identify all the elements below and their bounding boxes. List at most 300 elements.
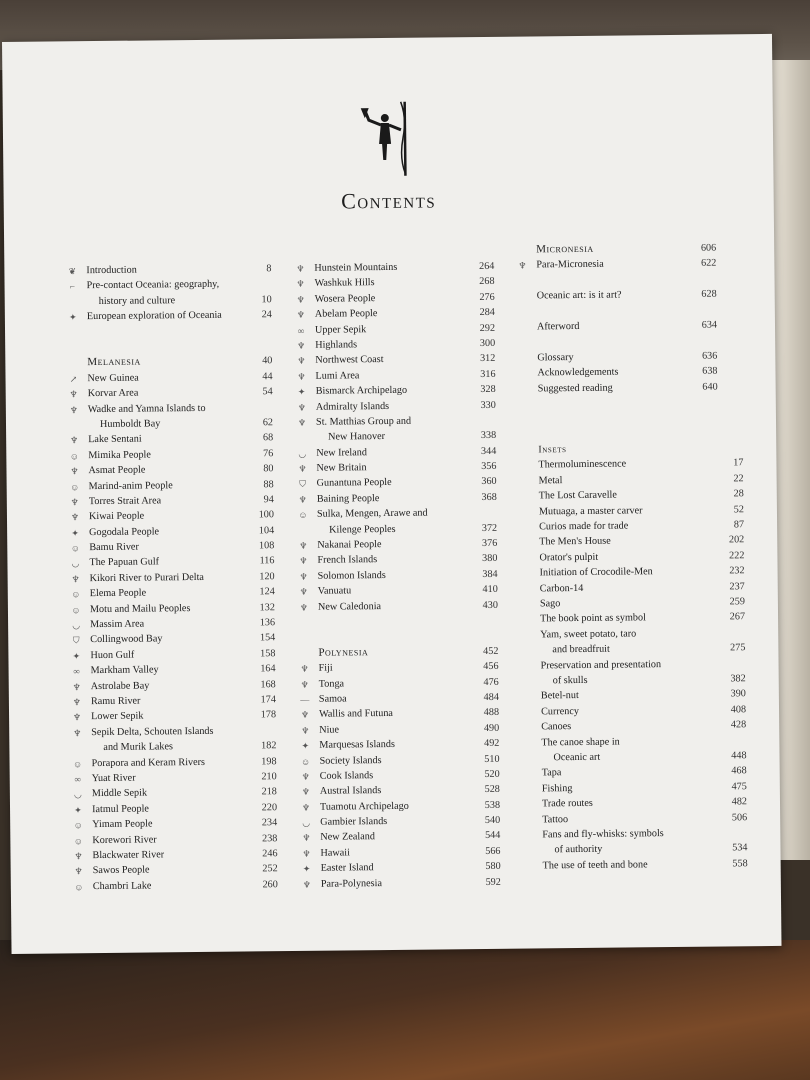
mask-icon: ☺ <box>298 510 308 521</box>
entry-label: Wadke and Yamna Islands to <box>87 402 206 415</box>
entry-page-number: 580 <box>485 861 501 873</box>
entry-page-number: 234 <box>261 817 278 829</box>
entry-label: Mutuaga, a master carver <box>538 504 643 518</box>
contents-entry <box>543 856 753 874</box>
figure-icon: ♆ <box>301 771 310 782</box>
entry-label: Northwest Coast <box>315 354 384 367</box>
mask-icon: ☺ <box>69 481 80 492</box>
contents-entry <box>538 379 748 397</box>
entry-label: Micronesia <box>536 242 594 256</box>
entry-label: Wallis and Futuna <box>319 708 394 721</box>
entry-label: Gunantuna People <box>316 477 392 490</box>
entry-label: Astrolabe Bay <box>90 680 150 692</box>
mask-icon: ☺ <box>69 450 79 462</box>
entry-page-number: 356 <box>481 460 497 473</box>
figure-icon: ♆ <box>518 260 527 271</box>
entry-page-number: 506 <box>731 811 748 823</box>
figure-icon: ♆ <box>296 310 305 321</box>
entry-label: Yuat River <box>91 772 136 785</box>
entry-page-number: 154 <box>259 632 276 644</box>
entry-page-number: 220 <box>261 801 278 814</box>
background-table <box>0 940 810 1080</box>
canoe-icon: ◡ <box>73 789 82 800</box>
figure-icon: ♆ <box>298 494 307 505</box>
entry-page-number: 534 <box>732 842 748 854</box>
entry-label: Cook Islands <box>319 770 374 782</box>
entry-page-number: 80 <box>263 463 274 475</box>
contents-entry <box>69 307 277 324</box>
entry-page-number: 276 <box>479 291 495 303</box>
contents-column-2 <box>296 259 511 892</box>
entry-page-number: 24 <box>261 309 272 321</box>
entry-label-continued: and Murik Lakes <box>103 741 174 754</box>
entry-label: Kiwai People <box>88 510 145 523</box>
entry-label: Porapora and Keram Rivers <box>91 756 206 769</box>
entry-page-number: 164 <box>260 663 276 675</box>
figure-icon: ♆ <box>297 340 306 351</box>
figure-icon: ♆ <box>300 664 309 675</box>
entry-label: The Lost Caravelle <box>538 489 617 502</box>
entry-page-number: 510 <box>484 753 500 765</box>
entry-label: Marquesas Islands <box>319 739 395 751</box>
entry-label-continued: and breadfruit <box>552 643 610 656</box>
entry-label: Highlands <box>315 339 358 351</box>
entry-label: Bamu River <box>89 541 139 554</box>
figure-icon: ♆ <box>297 371 306 382</box>
entry-label: Tattoo <box>542 813 569 825</box>
entry-page-number: 267 <box>729 611 746 623</box>
entry-page-number: 528 <box>484 784 500 796</box>
entry-label: Betel-nut <box>540 690 579 702</box>
entry-page-number: 475 <box>731 780 747 793</box>
entry-page-number: 490 <box>483 722 500 734</box>
entry-page-number: 260 <box>262 878 278 890</box>
entry-page-number: 292 <box>479 322 496 334</box>
bird-icon: ✦ <box>302 864 311 875</box>
entry-page-number: 592 <box>485 876 501 888</box>
entry-page-number: 488 <box>483 707 500 719</box>
bird-icon: ✦ <box>71 527 79 538</box>
figure-icon: ♆ <box>69 404 78 415</box>
entry-label: Tapa <box>541 767 562 779</box>
entry-label: Blackwater River <box>92 849 165 861</box>
entry-page-number: 100 <box>258 509 275 521</box>
entry-label: Para-Polynesia <box>320 877 383 890</box>
entry-page-number: 246 <box>262 848 278 860</box>
entry-label: New Guinea <box>87 372 139 384</box>
entry-page-number: 328 <box>480 383 496 396</box>
entry-page-number: 428 <box>730 719 747 731</box>
entry-label: Metal <box>538 475 563 487</box>
entry-label: Gogodala People <box>89 526 160 538</box>
mask-icon: ☺ <box>73 835 84 846</box>
entry-page-number: 628 <box>701 288 717 300</box>
entry-label: Lower Sepik <box>91 710 144 723</box>
contents-entry <box>540 656 750 689</box>
contents-entry <box>541 733 751 766</box>
entry-page-number: 62 <box>262 417 274 429</box>
entry-label-continued: history and culture <box>98 294 176 307</box>
entry-page-number: 17 <box>733 457 744 469</box>
entry-page-number: 408 <box>730 703 747 716</box>
figure-icon: ♆ <box>296 263 305 274</box>
entry-label: Torres Strait Area <box>88 495 162 508</box>
entry-label: Lake Sentani <box>88 433 142 446</box>
entry-label: Oceanic art: is it art? <box>536 289 622 302</box>
contents-column-1 <box>68 261 283 894</box>
entry-page-number: 634 <box>701 319 718 331</box>
figure-icon: ♆ <box>72 712 82 723</box>
entry-page-number: 640 <box>702 381 718 393</box>
entry-label: Para-Micronesia <box>536 259 604 271</box>
figure-icon: ♆ <box>72 681 81 692</box>
figure-icon: ♆ <box>74 851 83 862</box>
contents-entry <box>299 597 508 614</box>
entry-page-number: 372 <box>481 522 498 534</box>
entry-page-number: 87 <box>733 519 745 531</box>
figure-icon: ♆ <box>297 417 307 428</box>
bird-icon: ✦ <box>297 386 306 398</box>
entry-label: Afterword <box>536 320 580 333</box>
entry-page-number: 232 <box>729 565 745 577</box>
entry-label: New Britain <box>316 462 367 474</box>
warrior-figure-icon <box>355 98 416 179</box>
entry-page-number: 638 <box>702 365 718 377</box>
figure-icon: ♆ <box>299 571 308 582</box>
entry-page-number: 360 <box>481 476 497 488</box>
entry-label-continued: Kilenge Peoples <box>329 523 396 536</box>
figure-icon: ♆ <box>302 879 311 890</box>
entry-page-number: 168 <box>260 678 276 690</box>
entry-page-number: 456 <box>483 661 499 673</box>
entry-label-continued: Oceanic art <box>553 751 601 764</box>
entry-page-number: 237 <box>729 580 745 593</box>
entry-label: Korvar Area <box>87 387 139 400</box>
entry-label: Thermoluminescence <box>538 458 627 471</box>
entry-page-number: 158 <box>260 647 276 660</box>
contents-entry <box>298 505 507 538</box>
entry-page-number: 344 <box>480 445 497 457</box>
figure-icon: ♆ <box>299 602 309 613</box>
shield-icon: ⛉ <box>72 635 80 646</box>
entry-label: Huon Gulf <box>90 649 135 661</box>
entry-page-number: 558 <box>732 857 748 870</box>
insets-heading-label: Insets <box>538 444 567 456</box>
entry-label: The Papuan Gulf <box>89 556 160 569</box>
entry-label-continued: Humboldt Bay <box>99 418 161 430</box>
entry-page-number: 218 <box>261 786 277 798</box>
entry-label: Nakanai People <box>317 539 382 551</box>
bird-icon: ✦ <box>301 740 310 752</box>
figure-icon: ♆ <box>302 833 311 844</box>
figure-icon: ♆ <box>301 802 311 813</box>
contents-entry <box>302 874 511 891</box>
figure-icon: ♆ <box>301 725 310 736</box>
entry-label: Tonga <box>318 678 345 690</box>
contents-entry <box>69 277 276 310</box>
entry-page-number: 390 <box>730 688 746 700</box>
entry-label: Yimam People <box>92 818 153 831</box>
page-title: Contents <box>341 187 437 214</box>
entry-label: Austral Islands <box>319 785 382 798</box>
entry-label: Canoes <box>541 721 572 733</box>
entry-page-number: 108 <box>258 540 275 552</box>
entry-label: Hawaii <box>320 847 350 859</box>
mask-icon: ☺ <box>71 589 81 600</box>
entry-label-continued: of skulls <box>552 674 588 687</box>
entry-label: The use of teeth and bone <box>542 858 648 872</box>
contents-page <box>2 34 782 954</box>
entry-label: Ramu River <box>90 695 141 708</box>
entry-page-number: 40 <box>262 355 273 367</box>
entry-label: Marind-anim People <box>88 479 173 492</box>
figure-icon: ♆ <box>70 512 80 523</box>
entry-page-number: 482 <box>731 796 748 808</box>
entry-page-number: 10 <box>261 293 272 306</box>
entry-page-number: 182 <box>261 740 277 752</box>
entry-label: Mimika People <box>88 449 151 461</box>
entry-label: The Men's House <box>539 536 611 548</box>
entry-label: Acknowledgements <box>537 366 619 379</box>
mask-icon: ☺ <box>73 820 83 831</box>
entry-label: Iatmul People <box>91 803 149 815</box>
entry-page-number: 104 <box>258 524 275 537</box>
entry-page-number: 124 <box>259 586 275 598</box>
figure-icon: ♆ <box>297 356 306 367</box>
figure-icon: ♆ <box>299 556 308 567</box>
entry-page-number: 8 <box>266 263 272 275</box>
entry-page-number: 22 <box>733 473 744 485</box>
entry-page-number: 566 <box>485 845 501 857</box>
entry-label: Currency <box>540 705 580 718</box>
entry-label: Markham Valley <box>90 664 159 677</box>
mask-icon: ☺ <box>71 604 81 615</box>
entry-label: Wosera People <box>314 292 376 305</box>
figure-icon: ♆ <box>72 697 82 708</box>
entry-page-number: 116 <box>259 555 275 567</box>
entry-page-number: 198 <box>261 755 277 767</box>
entry-label: Upper Sepik <box>314 323 367 336</box>
entry-page-number: 202 <box>728 534 745 546</box>
shield-icon: ⛉ <box>299 479 307 490</box>
figure-icon: ♆ <box>74 866 83 877</box>
entry-label: Easter Island <box>320 862 374 874</box>
entry-page-number: 264 <box>479 260 495 273</box>
figure-icon: ♆ <box>298 463 307 475</box>
entry-label: Fans and fly-whisks: symbols <box>542 828 664 841</box>
entry-label: Suggested reading <box>537 382 613 394</box>
entry-page-number: 380 <box>482 553 498 565</box>
figure-icon: ♆ <box>70 497 79 508</box>
entry-page-number: 268 <box>479 276 495 288</box>
entry-label: Samoa <box>318 693 347 705</box>
entry-label: Washkuk Hills <box>314 277 375 290</box>
adze-icon: ⌐ <box>69 281 76 292</box>
entry-label: Middle Sepik <box>91 787 148 800</box>
entry-label: Yam, sweet potato, taro <box>540 628 637 641</box>
entry-label: Motu and Mailu Peoples <box>89 602 191 615</box>
entry-label: Chambri Lake <box>92 880 152 892</box>
canoe-icon: ◡ <box>298 448 307 459</box>
entry-page-number: 538 <box>484 799 501 811</box>
entry-page-number: 448 <box>731 750 747 762</box>
entry-page-number: 259 <box>729 596 745 608</box>
entry-page-number: 178 <box>260 709 277 721</box>
entry-page-number: 476 <box>483 676 499 688</box>
entry-page-number: 238 <box>262 832 278 844</box>
figure-icon: ♆ <box>300 679 309 690</box>
entry-page-number: 410 <box>482 584 498 596</box>
entry-page-number: 452 <box>483 645 499 657</box>
canoe-icon: ◡ <box>302 817 311 828</box>
contents-column-3 <box>518 240 753 873</box>
entry-label: Tuamotu Archipelago <box>319 800 409 813</box>
mask-icon: ☺ <box>74 881 84 892</box>
entry-page-number: 132 <box>259 601 275 613</box>
entry-page-number: 368 <box>481 491 497 503</box>
contents-entry <box>74 877 283 894</box>
figure-icon: ♆ <box>71 574 80 585</box>
entry-label: New Ireland <box>316 446 368 459</box>
figure-icon: ♆ <box>70 435 79 446</box>
contents-entry <box>537 317 747 335</box>
entry-page-number: 338 <box>480 430 497 442</box>
entry-page-number: 88 <box>263 478 274 490</box>
figure-icon: ♆ <box>69 389 78 400</box>
entry-label: Elema People <box>89 587 147 600</box>
entry-label: Kikori River to Purari Delta <box>89 571 204 584</box>
entry-label: New Zealand <box>320 831 375 844</box>
entry-label: Orator's pulpit <box>539 551 599 564</box>
club-icon: — <box>300 694 310 705</box>
mask-icon: ☺ <box>70 543 80 554</box>
entry-page-number: 316 <box>480 368 496 380</box>
entry-page-number: 136 <box>259 617 276 629</box>
figure-icon: ♆ <box>302 848 311 859</box>
entry-label: Niue <box>319 724 340 736</box>
entry-label: French Islands <box>317 554 378 567</box>
leaf-icon: ❦ <box>68 266 77 277</box>
figure-icon: ♆ <box>70 466 79 477</box>
entry-label: Introduction <box>86 264 137 277</box>
contents-entry <box>518 256 746 274</box>
contents-entry <box>537 286 747 304</box>
contents-entry <box>540 625 750 658</box>
entry-label: Lumi Area <box>315 370 360 382</box>
entry-page-number: 210 <box>261 771 277 783</box>
entry-page-number: 622 <box>701 257 717 270</box>
entry-label: Initiation of Crocodile-Men <box>539 566 653 579</box>
entry-page-number: 68 <box>262 432 274 444</box>
entry-label: Asmat People <box>88 464 146 477</box>
entry-label: The canoe shape in <box>541 736 620 748</box>
entry-label: Abelam People <box>314 308 378 320</box>
entry-page-number: 382 <box>730 673 746 685</box>
entry-label: Society Islands <box>319 754 382 767</box>
contents-entry <box>69 400 278 433</box>
entry-page-number: 384 <box>482 568 498 580</box>
entry-page-number: 376 <box>481 537 498 550</box>
entry-label: New Caledonia <box>317 600 382 613</box>
bird-icon: ✦ <box>72 651 81 662</box>
figure-icon: ♆ <box>296 294 305 305</box>
entry-label: Sulka, Mengen, Arawe and <box>316 507 428 520</box>
entry-page-number: 330 <box>480 399 496 411</box>
entry-label: Melanesia <box>87 355 141 369</box>
entry-label: Carbon-14 <box>539 582 584 594</box>
entry-page-number: 174 <box>260 694 276 706</box>
entry-label: Fiji <box>318 662 333 674</box>
entry-page-number: 430 <box>482 599 498 611</box>
entry-page-number: 275 <box>730 642 746 654</box>
entry-page-number: 44 <box>262 370 273 383</box>
mask-icon: ☺ <box>72 758 83 769</box>
entry-label: European exploration of Oceania <box>86 309 222 323</box>
spear-icon: ↗ <box>69 373 78 385</box>
entry-label: Preservation and presentation <box>540 658 662 671</box>
entry-page-number: 468 <box>731 765 747 777</box>
entry-label: Sepik Delta, Schouten Islands <box>91 725 214 738</box>
figure-icon: ♆ <box>296 279 305 290</box>
contents-entry <box>542 825 752 858</box>
entry-page-number: 520 <box>484 768 500 780</box>
entry-label: Collingwood Bay <box>90 633 163 646</box>
entry-label: Vanuatu <box>317 585 352 597</box>
ornament-icon: ∞ <box>297 325 305 336</box>
entry-page-number: 492 <box>484 737 500 750</box>
figure-icon: ♆ <box>300 710 310 721</box>
entry-label: Sago <box>539 598 561 610</box>
ornament-icon: ∞ <box>74 774 81 785</box>
entry-label: Bismarck Archipelago <box>315 384 408 397</box>
contents-entry <box>297 413 506 446</box>
bird-icon: ✦ <box>69 312 77 323</box>
entry-label: Sawos People <box>92 864 150 877</box>
entry-label: Fishing <box>541 782 573 795</box>
entry-label: Trade routes <box>541 797 593 810</box>
entry-label: The book point as symbol <box>540 612 646 625</box>
entry-label: Hunstein Mountains <box>314 261 398 274</box>
entry-page-number: 636 <box>701 350 718 362</box>
entry-label: St. Matthias Group and <box>315 415 412 428</box>
entry-label-continued: New Hanover <box>328 431 386 443</box>
entry-page-number: 28 <box>733 488 744 500</box>
entry-page-number: 284 <box>479 307 495 319</box>
entry-page-number: 120 <box>259 571 275 583</box>
entry-label: Baining People <box>316 492 380 505</box>
bird-icon: ✦ <box>74 804 82 816</box>
entry-page-number: 540 <box>484 814 501 827</box>
contents-entry <box>73 723 281 756</box>
canoe-icon: ◡ <box>71 558 80 569</box>
entry-page-number: 606 <box>700 242 717 254</box>
entry-label: Solomon Islands <box>317 569 386 582</box>
entry-page-number: 54 <box>262 386 273 398</box>
entry-page-number: 312 <box>480 353 496 365</box>
entry-page-number: 222 <box>729 550 745 562</box>
figure-icon: ♆ <box>297 402 306 413</box>
entry-label-continued: of authority <box>554 844 603 856</box>
figure-icon: ♆ <box>299 587 308 598</box>
entry-page-number: 76 <box>263 447 274 460</box>
entry-label: Curios made for trade <box>539 520 629 533</box>
figure-icon: ♆ <box>299 540 308 551</box>
entry-label: Pre-contact Oceania: geography, <box>86 279 220 292</box>
entry-label: Admiralty Islands <box>315 400 390 413</box>
entry-label: Korewori River <box>92 833 157 846</box>
entry-page-number: 52 <box>733 503 744 516</box>
entry-page-number: 544 <box>485 830 501 842</box>
